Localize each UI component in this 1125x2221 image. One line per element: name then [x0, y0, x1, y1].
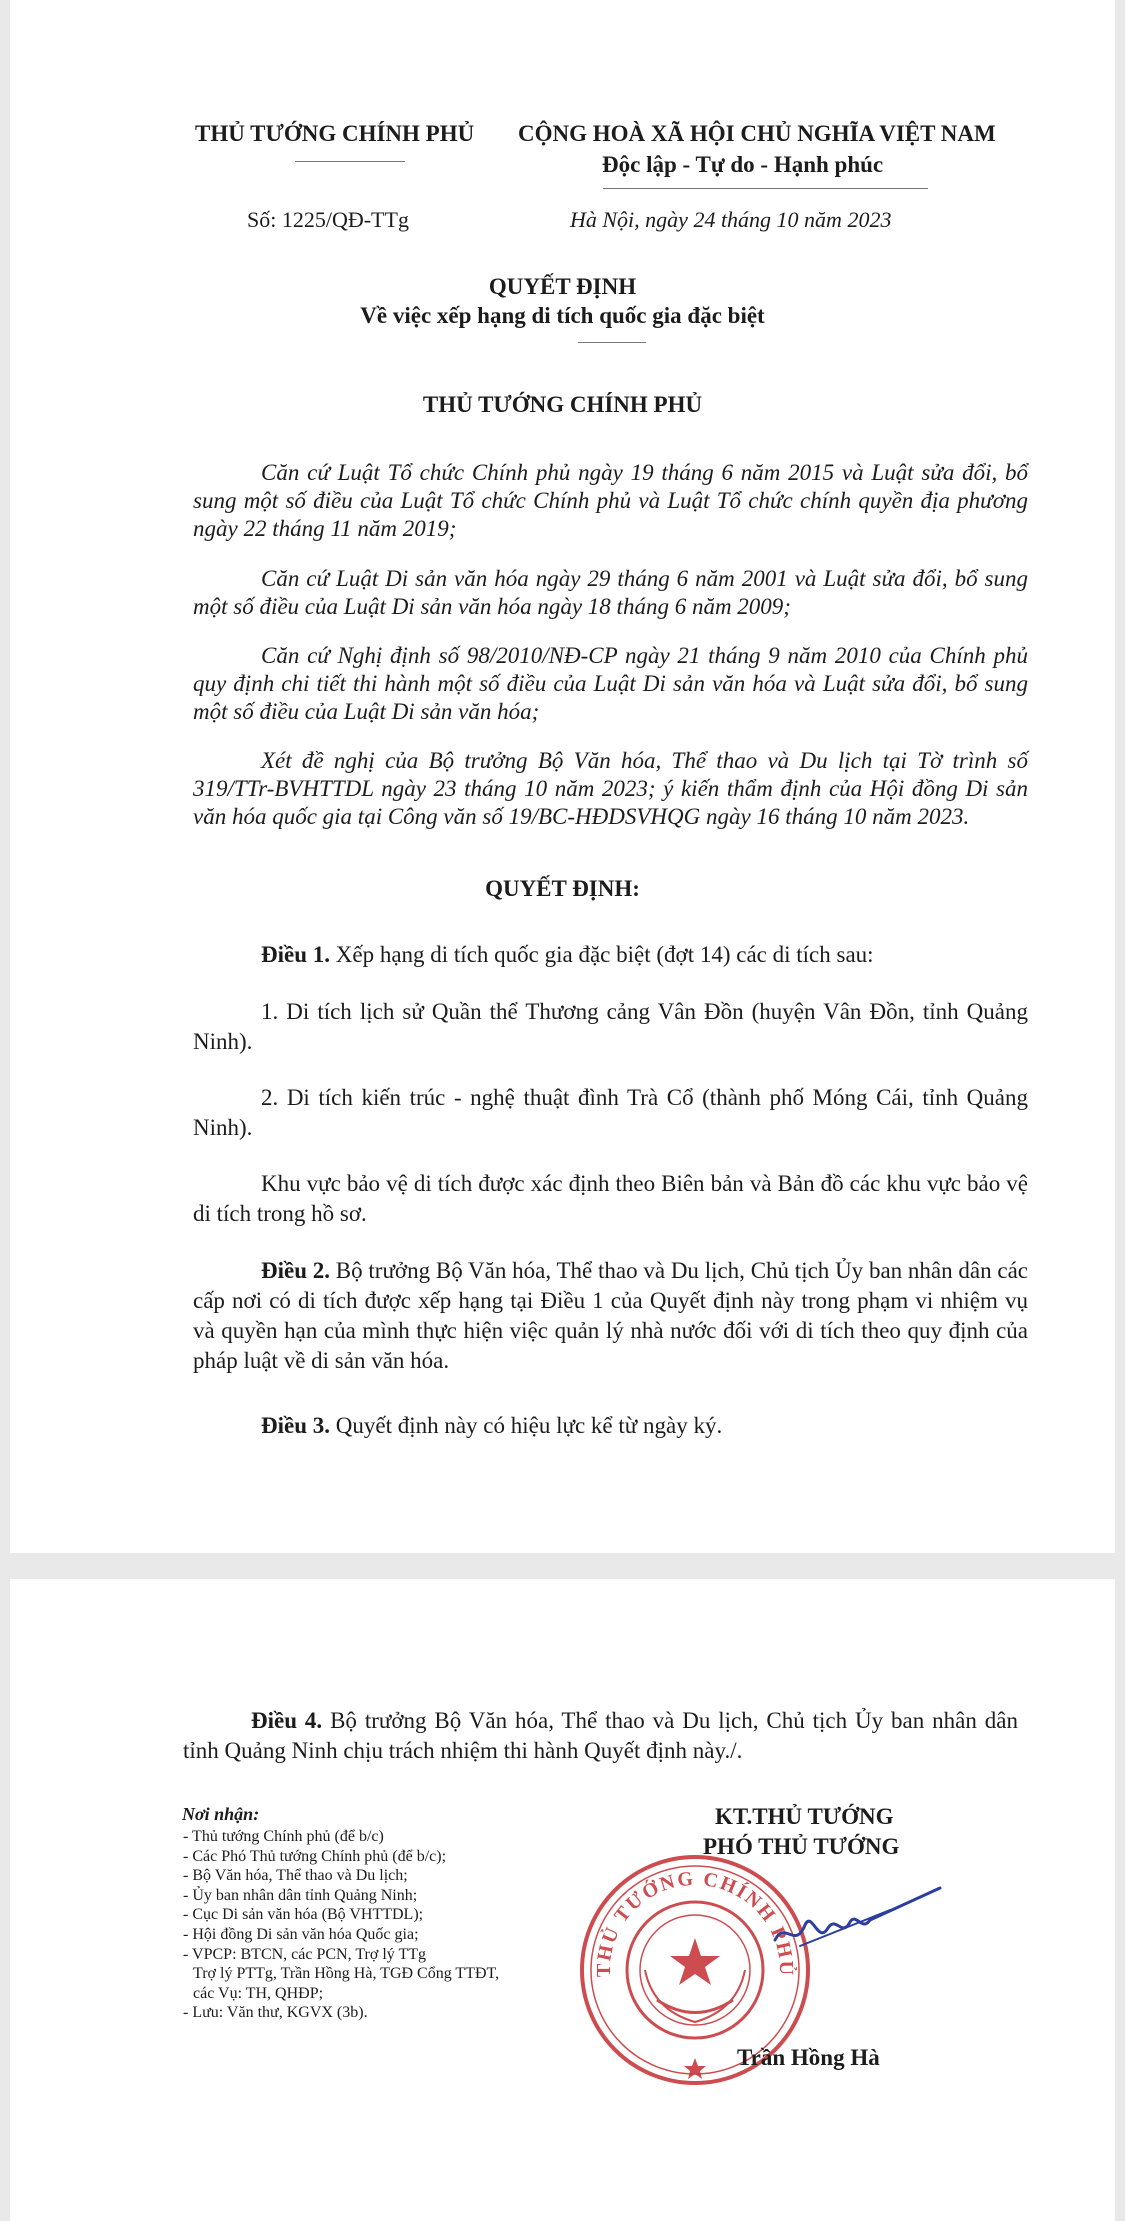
preamble-paragraph-2: Căn cứ Luật Di sản văn hóa ngày 29 tháng 6 năm 2001 và Luật sửa đổi, bổ sung một số điều của Luật Di sản văn hóa ngày 18 tháng 6 năm 2009; — [193, 566, 1028, 619]
document-page-1 — [10, 0, 1115, 1553]
article-1-note: Khu vực bảo vệ di tích được xác định theo Biên bản và Bản đồ các khu vực bảo vệ di tích trong hồ sơ. — [193, 1171, 1028, 1226]
recipient-item: Trợ lý PTTg, Trần Hồng Hà, TGĐ Cổng TTĐT, — [193, 1965, 500, 1983]
place-and-date: Hà Nội, ngày 24 tháng 10 năm 2023 — [570, 207, 892, 232]
article-3-label: Điều 3. — [261, 1413, 330, 1438]
article-1-item-2: 2. Di tích kiến trúc - nghệ thuật đình Trà Cổ (thành phố Móng Cái, tỉnh Quảng Ninh). — [193, 1085, 1028, 1140]
recipient-item: - VPCP: BTCN, các PCN, Trợ lý TTg — [183, 1945, 427, 1963]
recipient-item: - Ủy ban nhân dân tỉnh Quảng Ninh; — [183, 1886, 418, 1904]
issuing-agency: THỦ TƯỚNG CHÍNH PHỦ — [195, 121, 475, 146]
article-1-item-1: 1. Di tích lịch sử Quần thể Thương cảng Vân Đồn (huyện Vân Đồn, tỉnh Quảng Ninh). — [193, 999, 1028, 1054]
document-number: Số: 1225/QĐ-TTg — [247, 207, 409, 232]
article-4 — [183, 1706, 1018, 1766]
article-1-label: Điều 1. — [261, 942, 330, 967]
seal-text: THỦ TƯỚNG CHÍNH PHỦ — [592, 1867, 798, 1978]
recipients-title: Nơi nhận: — [182, 1804, 260, 1824]
signatory-title-1: KT.THỦ TƯỚNG — [715, 1804, 894, 1829]
recipient-item: - Hội đồng Di sản văn hóa Quốc gia; — [183, 1925, 419, 1943]
document-type: QUYẾT ĐỊNH — [488, 274, 637, 299]
article-1 — [193, 940, 1028, 970]
article-4-label: Điều 4. — [251, 1708, 323, 1733]
article-2 — [193, 1256, 1028, 1376]
article-4-text: Bộ trưởng Bộ Văn hóa, Thể thao và Du lịch, Chủ tịch Ủy ban nhân dân tỉnh Quảng Ninh chịu trách nhiệm thi hành Quyết định này./. — [183, 1708, 1018, 1763]
recipient-item: - Các Phó Thủ tướng Chính phủ (để b/c); — [183, 1847, 447, 1865]
preamble-paragraph-4: Xét đề nghị của Bộ trưởng Bộ Văn hóa, Thể thao và Du lịch tại Tờ trình số 319/TTr-BVHTTDL ngày 23 tháng 10 năm 2023; ý kiến thẩm định của Hội đồng Di sản văn hóa quốc gia tại Công văn số 19/BC-HĐDSVHQG ngày 16 tháng 10 năm 2023. — [193, 748, 1028, 829]
subject-underline — [578, 342, 646, 343]
signatory-name: Trần Hồng Hà — [737, 2045, 880, 2070]
article-2-label: Điều 2. — [261, 1258, 331, 1283]
preamble-paragraph-3: Căn cứ Nghị định số 98/2010/NĐ-CP ngày 21 tháng 9 năm 2010 của Chính phủ quy định chi tiết thi hành một số điều của Luật Di sản văn hóa và Luật sửa đổi, bổ sung một số điều của Luật Di sản văn hóa; — [193, 643, 1028, 724]
recipient-item: - Thủ tướng Chính phủ (để b/c) — [183, 1828, 384, 1845]
article-3-text: Quyết định này có hiệu lực kể từ ngày ký. — [330, 1413, 723, 1438]
document-subject: Về việc xếp hạng di tích quốc gia đặc biệt — [360, 303, 765, 328]
article-3 — [193, 1411, 1028, 1441]
recipient-item: - Lưu: Văn thư, KGVX (3b). — [183, 2004, 368, 2022]
national-title: CỘNG HOÀ XÃ HỘI CHỦ NGHĨA VIỆT NAM — [518, 121, 996, 146]
national-motto: Độc lập - Tự do - Hạnh phúc — [602, 152, 884, 177]
article-2-text: Bộ trưởng Bộ Văn hóa, Thể thao và Du lịch, Chủ tịch Ủy ban nhân dân các cấp nơi có di tích được xếp hạng tại Điều 1 của Quyết định này trong phạm vi nhiệm vụ và quyền hạn của mình thực hiện việc quản lý nhà nước đối với di tích theo quy định của pháp luật về di sản văn hóa. — [193, 1258, 1029, 1373]
recipient-item: các Vụ: TH, QHĐP; — [193, 1984, 324, 2002]
recipient-item: - Bộ Văn hóa, Thể thao và Du lịch; — [183, 1867, 408, 1885]
recipient-item: - Cục Di sản văn hóa (Bộ VHTTDL); — [183, 1906, 424, 1924]
issuer-heading: THỦ TƯỚNG CHÍNH PHỦ — [422, 392, 703, 417]
motto-underline — [603, 188, 928, 189]
article-1-text: Xếp hạng di tích quốc gia đặc biệt (đợt 14) các di tích sau: — [330, 942, 874, 967]
agency-underline — [295, 161, 405, 162]
document-page-2 — [10, 1579, 1115, 2221]
decision-heading: QUYẾT ĐỊNH: — [485, 876, 640, 901]
recipients-list — [183, 1827, 499, 2023]
signatory-title-2: PHÓ THỦ TƯỚNG — [703, 1834, 900, 1859]
preamble-paragraph-1: Căn cứ Luật Tổ chức Chính phủ ngày 19 tháng 6 năm 2015 và Luật sửa đổi, bổ sung một số điều của Luật Tổ chức Chính phủ và Luật Tổ chức chính quyền địa phương ngày 22 tháng 11 năm 2019; — [193, 460, 1028, 541]
handwritten-signature — [770, 1880, 945, 1960]
